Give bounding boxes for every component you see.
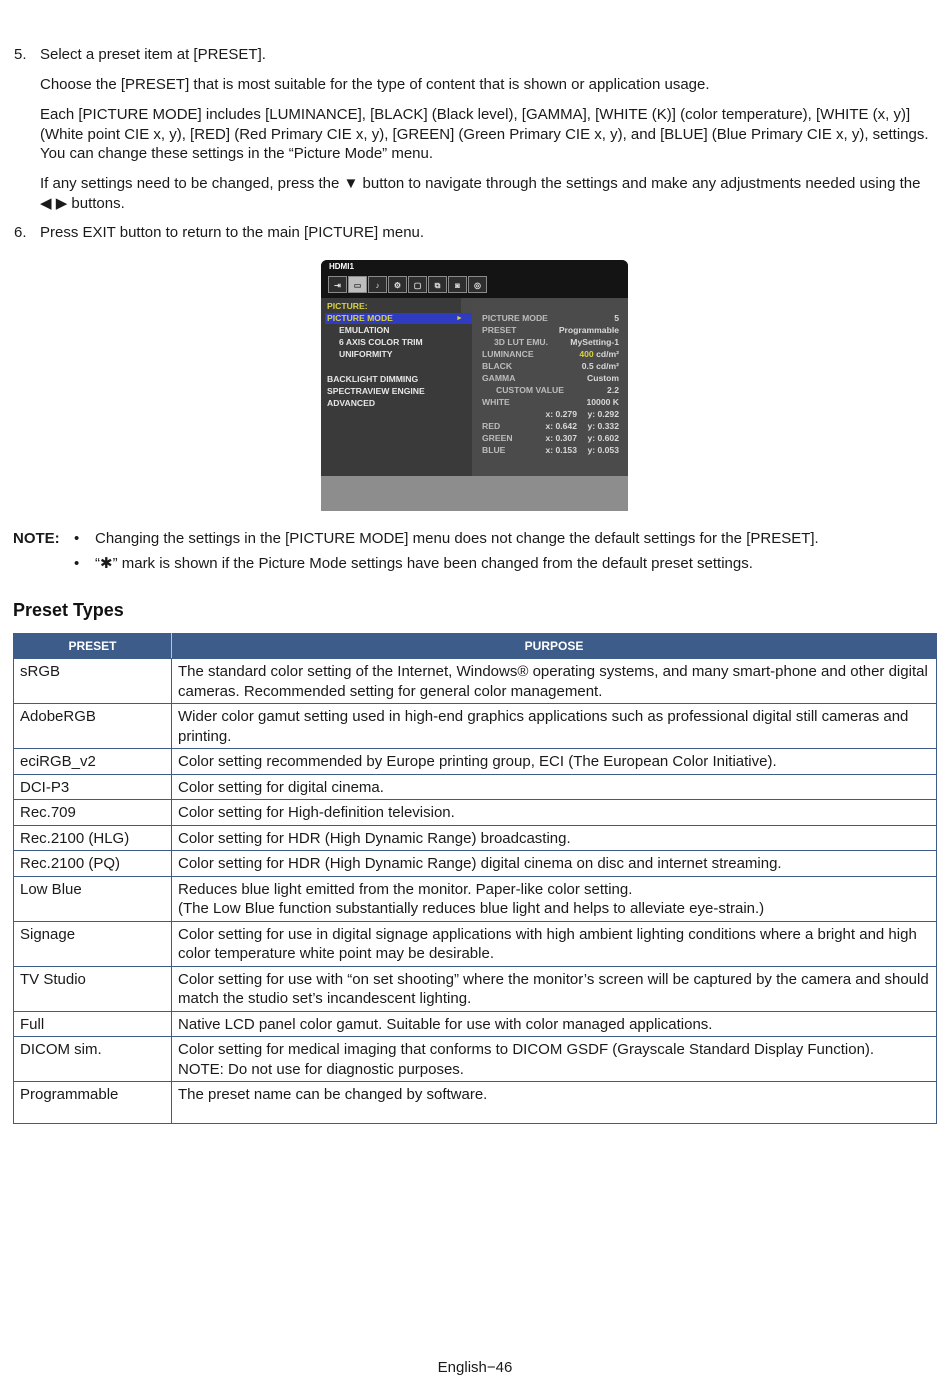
step-text: Select a preset item at [PRESET].	[40, 46, 266, 63]
osd-info-value	[579, 349, 619, 360]
purpose-cell	[172, 825, 937, 851]
screen-icon: ▢	[408, 276, 427, 293]
purpose-cell	[172, 659, 937, 704]
osd-icon-bar	[328, 276, 488, 294]
page-footer: English−46	[437, 1359, 513, 1376]
step-number: 5.	[14, 46, 27, 63]
preset-name-cell: DCI-P3	[14, 774, 172, 800]
purpose-cell	[172, 1037, 937, 1082]
osd-info-label: GREEN	[482, 433, 513, 443]
preset-name-cell: Programmable	[14, 1082, 172, 1124]
osd-info-label: GAMMA	[482, 373, 516, 383]
osd-menu-item-emulation: EMULATION	[339, 325, 390, 335]
protect-icon: ◙	[448, 276, 467, 293]
purpose-cell	[172, 1082, 937, 1124]
multi-picture-icon: ⧉	[428, 276, 447, 293]
preset-name-cell: TV Studio	[14, 966, 172, 1011]
osd-blue-y: y: 0.053	[587, 445, 619, 455]
purpose-cell	[172, 749, 937, 775]
osd-info-label: BLACK	[482, 361, 513, 371]
osd-white-x: x: 0.279	[545, 409, 577, 419]
note-text: Changing the settings in the [PICTURE MODE] menu does not change the default settings for the [PRESET].	[95, 530, 819, 547]
audio-icon: ♪	[368, 276, 387, 293]
osd-info-label: WHITE	[482, 397, 510, 407]
osd-menu-screenshot	[321, 260, 628, 511]
purpose-text: Color setting for High-definition television.	[178, 804, 455, 821]
purpose-text: Color setting for use with “on set shooting” where the monitor’s screen will be captured by the camera and should match the studio set’s incandescent lighting.	[178, 970, 929, 1007]
section-title: Preset Types	[13, 600, 124, 620]
preset-name-cell: Signage	[14, 921, 172, 966]
osd-red-y: y: 0.332	[587, 421, 619, 431]
purpose-text: Color setting for HDR (High Dynamic Range) digital cinema on disc and internet streaming.	[178, 855, 782, 872]
osd-luminance-value: 400	[579, 349, 594, 359]
purpose-cell	[172, 774, 937, 800]
table-row	[14, 659, 937, 704]
paragraph-adjust: If any settings need to be changed, press the ▼ button to navigate through the settings and make any adjustments needed using the ◀ ▶ buttons.	[40, 175, 921, 212]
purpose-text: Color setting for use in digital signage applications with high ambient lighting conditions where a bright and high color temperature white point may be desirable.	[178, 925, 917, 962]
osd-input-label: HDMI1	[329, 262, 354, 271]
osd-header	[321, 260, 628, 298]
preset-name-cell: Low Blue	[14, 876, 172, 921]
osd-info-value: 2.2	[607, 385, 619, 395]
osd-info-label: LUMINANCE	[482, 349, 534, 359]
osd-menu-item-picture-mode: PICTURE MODE	[327, 313, 393, 323]
osd-menu-title: PICTURE:	[327, 301, 368, 311]
column-header-preset: PRESET	[14, 634, 172, 659]
bullet: •	[74, 555, 80, 572]
purpose-text: Native LCD panel color gamut. Suitable for use with color managed applications.	[178, 1015, 713, 1033]
table-row	[14, 749, 937, 775]
purpose-cell	[172, 921, 937, 966]
purpose-text: Color setting for HDR (High Dynamic Range) broadcasting.	[178, 829, 571, 847]
table-row	[14, 851, 937, 877]
osd-blue-x: x: 0.153	[545, 445, 577, 455]
preset-name-cell: AdobeRGB	[14, 704, 172, 749]
osd-menu-item-backlight: BACKLIGHT DIMMING	[327, 374, 419, 384]
input-icon: ⇥	[328, 276, 347, 293]
preset-table	[13, 633, 937, 1124]
preset-name-cell: eciRGB_v2	[14, 749, 172, 775]
osd-menu-item-color-trim: 6 AXIS COLOR TRIM	[339, 337, 423, 347]
column-header-purpose: PURPOSE	[172, 634, 937, 659]
osd-info-label: BLUE	[482, 445, 506, 455]
table-row	[14, 966, 937, 1011]
purpose-cell	[172, 1011, 937, 1037]
table-row	[14, 876, 937, 921]
purpose-text: Reduces blue light emitted from the monitor. Paper-like color setting.	[178, 880, 633, 898]
osd-menu-item-advanced: ADVANCED	[327, 398, 376, 408]
purpose-cell	[172, 704, 937, 749]
osd-menu-item-uniformity: UNIFORMITY	[339, 349, 393, 359]
preset-name-cell: Full	[14, 1011, 172, 1037]
purpose-text: Color setting for medical imaging that conforms to DICOM GSDF (Grayscale Standard Display Function).	[178, 1041, 875, 1058]
osd-luminance-unit: cd/m²	[593, 349, 619, 359]
purpose-cell	[172, 966, 937, 1011]
purpose-text: NOTE: Do not use for diagnostic purposes.	[178, 1060, 464, 1078]
table-row	[14, 1011, 937, 1037]
preset-name-cell: Rec.709	[14, 800, 172, 826]
paragraph-picture-mode: Each [PICTURE MODE] includes [LUMINANCE], [BLACK] (Black level), [GAMMA], [WHITE (K)] (color temperature), [WHITE (x, y)] (White point CIE x, y), [RED] (Red Primary CIE x, y), [GREEN] (Green Primary CIE x, y), and [BLUE] (Blue Primary CIE x, y), settings. You can change these settings in the “Picture Mode” menu.	[40, 106, 929, 162]
osd-info-value: MySetting-1	[570, 337, 619, 347]
table-row	[14, 1037, 937, 1082]
note-text: “✱” mark is shown if the Picture Mode settings have been changed from the default preset settings.	[95, 555, 753, 572]
purpose-cell	[172, 851, 937, 877]
purpose-cell	[172, 800, 937, 826]
table-row	[14, 800, 937, 826]
preset-name-cell: DICOM sim.	[14, 1037, 172, 1082]
osd-info-value: 10000 K	[586, 397, 619, 407]
table-row	[14, 825, 937, 851]
triangle-right-icon: ►	[456, 315, 463, 322]
osd-menu-item-spectraview: SPECTRAVIEW ENGINE	[327, 386, 425, 396]
osd-red-x: x: 0.642	[545, 421, 577, 431]
table-header-row	[14, 634, 937, 659]
osd-white-y: y: 0.292	[587, 409, 619, 419]
purpose-text: Color setting recommended by Europe printing group, ECI (The European Color Initiative).	[178, 753, 777, 770]
paragraph-preset-choice: Choose the [PRESET] that is most suitable for the type of content that is shown or application usage.	[40, 76, 710, 93]
picture-icon: ▭	[348, 276, 367, 293]
osd-info-value: Custom	[587, 373, 619, 383]
purpose-cell	[172, 876, 937, 921]
system-icon: ◎	[468, 276, 487, 293]
step-text: Press EXIT button to return to the main [PICTURE] menu.	[40, 224, 425, 241]
table-row	[14, 921, 937, 966]
osd-info-label: PRESET	[482, 325, 517, 335]
note-label: NOTE:	[13, 530, 60, 547]
bullet: •	[74, 530, 80, 547]
setup-icon: ⚙	[388, 276, 407, 293]
purpose-text: Wider color gamut setting used in high-end graphics applications such as professional digital still cameras and printing.	[178, 708, 909, 745]
osd-info-value: 0.5 cd/m²	[581, 361, 619, 371]
osd-info-value: Programmable	[558, 325, 619, 335]
osd-green-x: x: 0.307	[545, 433, 577, 443]
table-row	[14, 1082, 937, 1124]
purpose-text: (The Low Blue function substantially reduces blue light and helps to alleviate eye-strain.)	[178, 900, 765, 917]
osd-info-label: RED	[482, 421, 501, 431]
osd-footer	[321, 476, 628, 511]
osd-info-label: 3D LUT EMU.	[494, 337, 548, 347]
table-row	[14, 704, 937, 749]
preset-name-cell: Rec.2100 (PQ)	[14, 851, 172, 877]
purpose-text: Color setting for digital cinema.	[178, 778, 384, 796]
purpose-text: The standard color setting of the Internet, Windows® operating systems, and many smart-phone and other digital cameras. Recommended setting for general color management.	[178, 663, 928, 700]
table-row	[14, 774, 937, 800]
preset-name-cell: Rec.2100 (HLG)	[14, 825, 172, 851]
step-number: 6.	[14, 224, 27, 241]
osd-info-label: PICTURE MODE	[482, 313, 548, 323]
osd-info-value: 5	[614, 313, 619, 323]
purpose-text: The preset name can be changed by software.	[178, 1086, 488, 1103]
osd-green-y: y: 0.602	[587, 433, 619, 443]
preset-name-cell: sRGB	[14, 659, 172, 704]
osd-info-label: CUSTOM VALUE	[496, 385, 564, 395]
